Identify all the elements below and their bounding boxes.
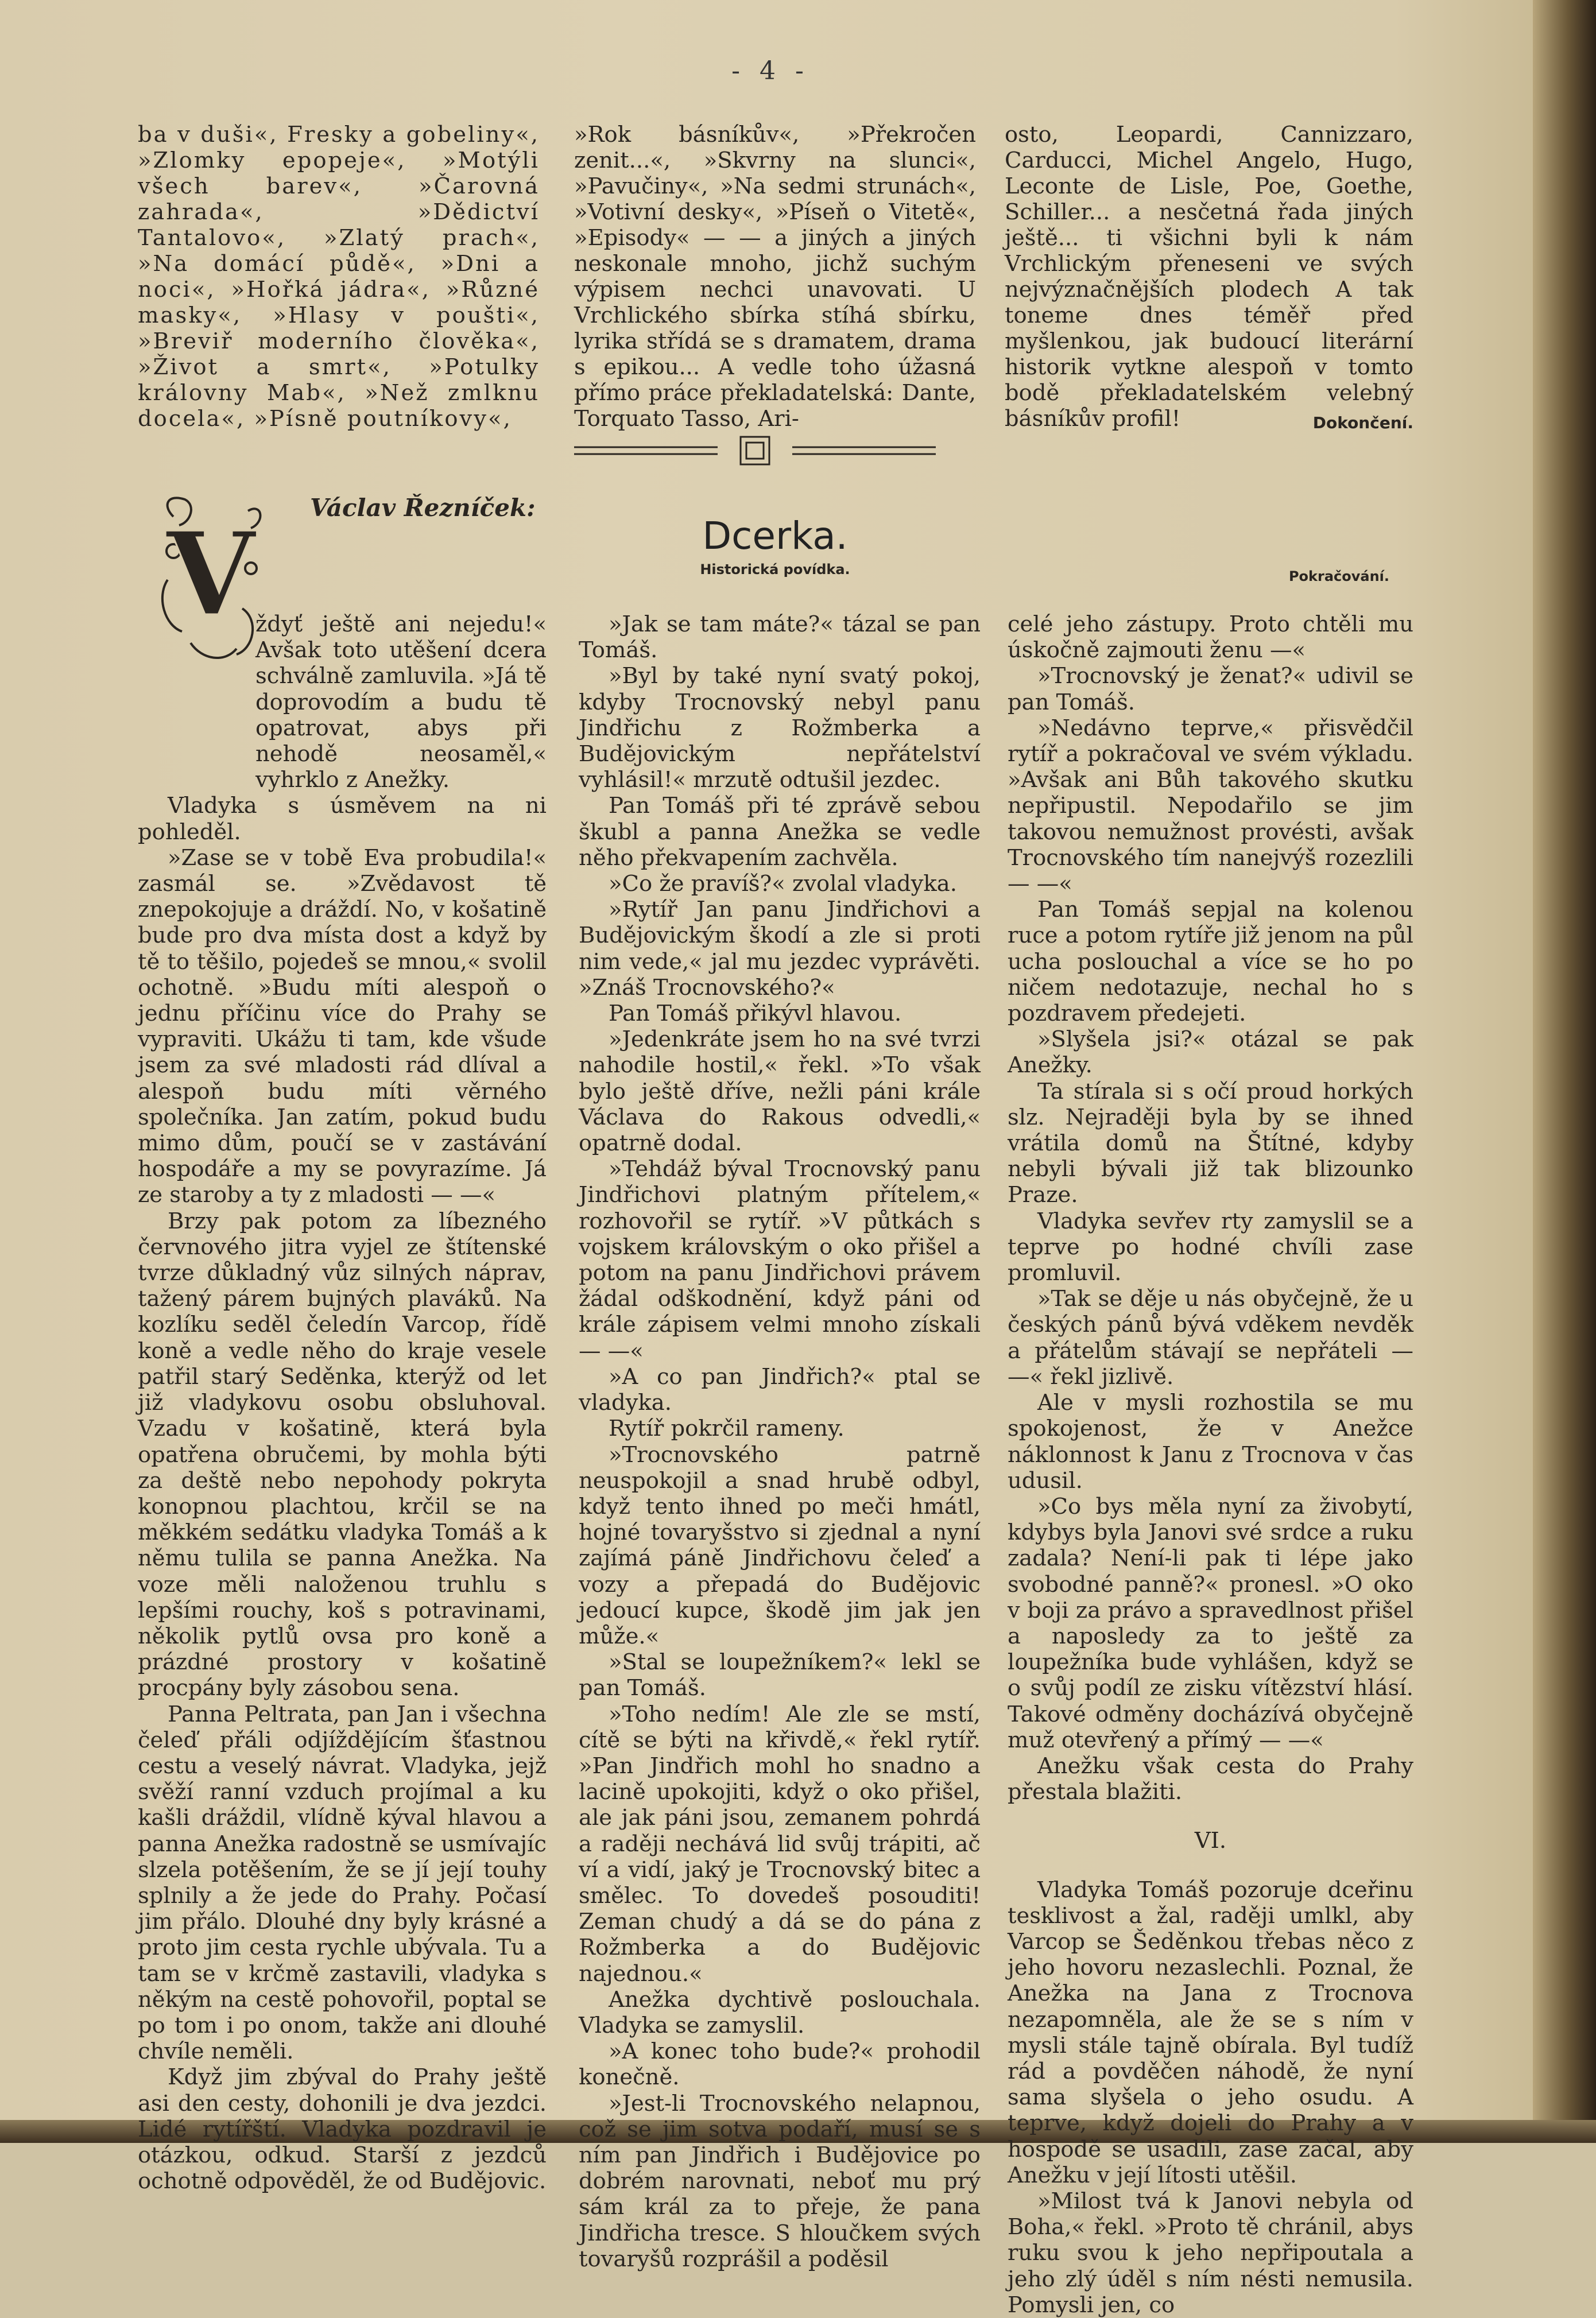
book-spine xyxy=(1533,0,1596,2143)
paragraph: »Rytíř Jan panu Jindřichovi a Budějovickým škodí a zle si proti nim vede,« jal mu jezdec vyprávěti. »Znáš Trocnovského?« xyxy=(579,897,981,1001)
paragraph: Když jim zbýval do Prahy ještě asi den cesty, dohonili je dva jezdci. Lidé rytířští. Vladyka pozdravil je otázkou, odkud. Starší z jezdců ochotně odpověděl, že od Budějovic. xyxy=(138,2064,547,2195)
paragraph: Rytíř pokrčil rameny. xyxy=(609,1416,845,1442)
story-author: Václav Řezníček: xyxy=(310,494,536,522)
paragraph: »Toho nedím! Ale zle se mstí, cítě se býti na křivdě,« řekl rytíř. »Pan Jindřich mohl ho snadno a lacině upokojiti, když o oko přišel, ale jak páni jsou, zemanem pohrdá a raději nechává lid svůj trápiti, ač ví a vidí, jaký je Trocnovský bitec a smělec. To dovedeš posouditi! Zeman chudý a dá se do pána z Rožmberka a do Budějovic najednou.« xyxy=(579,1701,981,1987)
paragraph: Pan Tomáš při té zprávě sebou škubl a panna Anežka se vedle něho překvapením zachvěla. xyxy=(579,793,981,871)
page-number: - 4 - xyxy=(731,56,809,86)
paragraph: »A co pan Jindřich?« ptal se vladyka. xyxy=(579,1363,981,1416)
paragraph: »Co že pravíš?« zvolal vladyka. xyxy=(609,871,957,897)
top-article-column-2 xyxy=(574,122,976,432)
paragraph: Anežku však cesta do Prahy přestala blažiti. xyxy=(1008,1753,1413,1805)
paragraph: Pan Tomáš přikývl hlavou. xyxy=(609,1001,902,1027)
paragraph: »Nedávno teprve,« přisvědčil rytíř a pokračoval ve svém výkladu. »Avšak ani Bůh takového skutku nepřipustil. Nepodařilo se jim takovou nemužnost provésti, avšak Trocnovského tím nanejvýš rozezlili — —« xyxy=(1008,715,1413,897)
top-article-column-1 xyxy=(138,122,540,432)
paragraph: Anežka dychtivě poslouchala. Vladyka se zamyslil. xyxy=(579,1986,981,2038)
paragraph: osto, Leopardi, Cannizzaro, Carducci, Michel Angelo, Hugo, Leconte de Lisle, Poe, Goethe, Schiller... a nesčetná řada jiných ještě... ti všichni byli k nám Vrchlickým přeneseni ve svých nejvýznačnějších plodech A tak toneme dnes téměř před myšlenkou, jak budoucí literární historik vytkne alespoň v tomto bodě překladatelském velebný básníkův profil! xyxy=(1005,122,1413,432)
paragraph: »Tehdáž býval Trocnovský panu Jindřichovi platným přítelem,« rozhovořil se rytíř. »V půtkách s vojskem královským o oko přišel a potom na panu Jindřichovi právem žádal odškodnění, když páni od krále zápisem velmi mnoho získali — —« xyxy=(579,1156,981,1364)
paragraph: »Jest-li Trocnovského nelapnou, což se jim sotva podaří, musí se s ním pan Jindřich i Budějovice po dobrém narovnati, neboť mu prý sám král za to přeje, že pana Jindřicha tresce. S hloučkem svých tovaryšů rozprášil a poděsil xyxy=(579,2090,981,2272)
paragraph: Ta stírala si s očí proud horkých slz. Nejraději byla by se ihned vrátila domů na Štítné, kdyby nebyli bývali již tak blizounko Praze. xyxy=(1008,1078,1413,1208)
paragraph: »Co bys měla nyní za živobytí, kdybys byla Janovi své srdce a ruku zadala? Není-li pak ti lépe jako svobodné panně?« pronesl. »O oko v boji za právo a spravedlnost přišel a naposledy za to ještě za loupežníka bude vyhlášen, když se o svůj podíl ze zisku vítězství hlásí. Takové odměny docházívá obyčejně muž otevřený a přímý — —« xyxy=(1008,1493,1413,1753)
paragraph: Ale v mysli rozhostila se mu spokojenost, že v Anežce náklonnost k Janu z Trocnova v čas udusil. xyxy=(1008,1390,1413,1494)
paragraph: ba v duši«, Fresky a gobeliny«, »Zlomky epopeje«, »Motýli všech barev«, »Čarovná zahrada«, »Dědictví Tantalovo«, »Zlatý prach«, »Na domácí půdě«, »Dni a noci«, »Hořká jádra«, »Různé masky«, »Hlasy v poušti«, »Breviř moderního člověka«, »Život a smrt«, »Potulky královny Mab«, »Než zmlknu docela«, »Písně poutníkovy«, xyxy=(138,122,540,432)
continued-note: Pokračování. xyxy=(1288,568,1389,584)
paragraph: »Jak se tam máte?« tázal se pan Tomáš. xyxy=(579,611,981,664)
top-article-column-3 xyxy=(1005,122,1413,436)
paragraph: Vladyka Tomáš pozoruje dceřinu tesklivost a žal, raději umlkl, aby Varcop se Šeděnkou třebas něco z jeho hovoru nezaslechli. Poznal, že Anežka na Jana z Trocnova nezapomněla, ale že se s ním v mysli stále tajně obírala. Byl tudíž rád a povděčen náhodě, že nyní sama slyšela o jeho osudu. A teprve, když dojeli do Prahy a v hospodě se usadili, zase začal, aby Anežku v její lítosti utěšil. xyxy=(1008,1877,1413,2188)
paragraph: Panna Peltrata, pan Jan i všechna čeleď přáli odjíždějícím šťastnou cestu a veselý návrat. Vladyka, jejž svěží ranní vzduch projímal a ku kašli dráždil, vlídně kýval hlavou a panna Anežka radostně se usmívajíc slzela potěšením, že se jí její touhy splnily a že jede do Prahy. Počasí jim přálo. Dlouhé dny byly krásné a proto jim cesta rychle ubývala. Tu a tam se v krčmě zastavili, vladyka s někým na cestě pohovořil, poptal se po tom i po onom, takže ani dlouhé chvíle neměli. xyxy=(138,1701,547,2065)
paragraph: »Slyšela jsi?« otázal se pak Anežky. xyxy=(1008,1026,1413,1079)
paragraph: »Stal se loupežníkem?« lekl se pan Tomáš. xyxy=(579,1649,981,1701)
paragraph: »Tak se děje u nás obyčejně, že u českých pánů bývá vděkem nevděk a přátelům stávají se nepřáteli — —« řekl jizlivě. xyxy=(1008,1286,1413,1390)
paragraph: »Trocnovský je ženat?« udivil se pan Tomáš. xyxy=(1008,663,1413,715)
paragraph: »Trocnovského patrně neuspokojil a snad hrubě odbyl, když tento ihned po meči hmátl, hojné tovaryšstvo si zjednal a nyní zajímá páně Jindřichovu čeleď a vozy a přepadá do Budějovic jedoucí kupce, škodě jim jak jen může.« xyxy=(579,1441,981,1649)
paragraph: »A konec toho bude?« prohodil konečně. xyxy=(579,2038,981,2091)
paragraph: »Milost tvá k Janovi nebyla od Boha,« řekl. »Proto tě chránil, abys ruku svou k jeho nepřipoutala a jeho zlý úděl s ním nésti nemusila. Pomysli jen, co xyxy=(1008,2188,1413,2318)
article-ending-note: Dokončení. xyxy=(1312,413,1413,432)
paragraph: Vladyka sevřev rty zamyslil se a teprve po hodné chvíli zase promluvil. xyxy=(1008,1208,1413,1286)
story-title: Dcerka. xyxy=(702,514,848,558)
paragraph: celé jeho zástupy. Proto chtěli mu úskočně zajmouti ženu —« xyxy=(1008,611,1413,664)
paragraph: Brzy pak potom za líbezného červnového jitra vyjel ze štítenské tvrze důkladný vůz silných náprav, tažený párem bujných plaváků. Na kozlíku seděl čeledín Varcop, řídě koně a vedle něho do kraje vesele patřil starý Seděnka, kterýž od let již vladykovu osobu obsluhoval. Vzadu v košatině, která byla opatřena obručemi, by mohla býti za deště nebo nepohody pokryta konopnou plachtou, krčil se na měkkém sedátku vladyka Tomáš a k němu tulila se panna Anežka. Na voze měli naloženou truhlu s lepšími rouchy, koš s potravinami, několik pytlů ovsa pro koně a prázdné prostory v košatině procpány byly zásobou sena. xyxy=(138,1208,547,1701)
paragraph: »Byl by také nyní svatý pokoj, kdyby Trocnovský nebyl panu Jindřichu z Rožmberka a Budějovickým nepřátelství vyhlásil!« mrzutě odtušil jezdec. xyxy=(579,663,981,793)
paragraph: »Rok básníkův«, »Překročen zenit...«, »Skvrny na slunci«, »Pavučiny«, »Na sedmi strunách«, »Votivní desky«, »Píseň o Vitetě«, »Episody« — — a jiných a jiných neskonale mnoho, jichž suchým výpisem nechci unavovati. U Vrchlického sbírka stíhá sbírku, lyrika střídá se s dramatem, drama s epikou... A vedle toho úžasná přímo práce překladatelská: Dante, Torquato Tasso, Ari- xyxy=(574,122,976,432)
story-subtitle: Historická povídka. xyxy=(700,561,850,577)
paragraph: »Zase se v tobě Eva probudila!« zasmál se. »Zvědavost tě znepokojuje a dráždí. No, v košatině bude pro dva místa dost a když by tě to těšilo, pojedeš se mnou,« svolil ochotně. »Budu míti alespoň o jednu příčinu více do Prahy se vypraviti. Ukážu ti tam, kde všude jsem za své mladosti rád dlíval a alespoň budu míti věrného společníka. Jan zatím, pokud budu mimo dům, poučí se v zastávání hospodáře a my se povyrazíme. Já ze staroby a ty z mladosti — —« xyxy=(138,844,547,1208)
paragraph: »Jedenkráte jsem ho na své tvrzi nahodile hostil,« řekl. »To však bylo ještě dříve, nežli páni krále Václava do Rakous odvedli,« opatrně dodal. xyxy=(579,1026,981,1157)
story-column-1 xyxy=(138,611,547,2194)
paragraph: ždyť ještě ani nejedu!« Avšak toto utěšení dcera schválně zamluvila. »Já tě doprovodím a budu tě opatrovat, abys při nehodě neosaměl,« vyhrklo z Anežky. xyxy=(255,611,547,793)
section-divider xyxy=(574,433,936,468)
chapter-heading: VI. xyxy=(1194,1828,1227,1854)
initial-letter: V xyxy=(166,507,255,642)
story-column-2 xyxy=(579,611,981,2272)
story-column-3 xyxy=(1008,611,1413,2318)
paragraph: Pan Tomáš sepjal na kolenou ruce a potom rytíře již jenom na půl ucha poslouchal a více se ho po ničem nedotazuje, nechal ho s pozdravem předejeti. xyxy=(1008,897,1413,1027)
paragraph: Vladyka s úsměvem na ni pohleděl. xyxy=(138,793,547,845)
